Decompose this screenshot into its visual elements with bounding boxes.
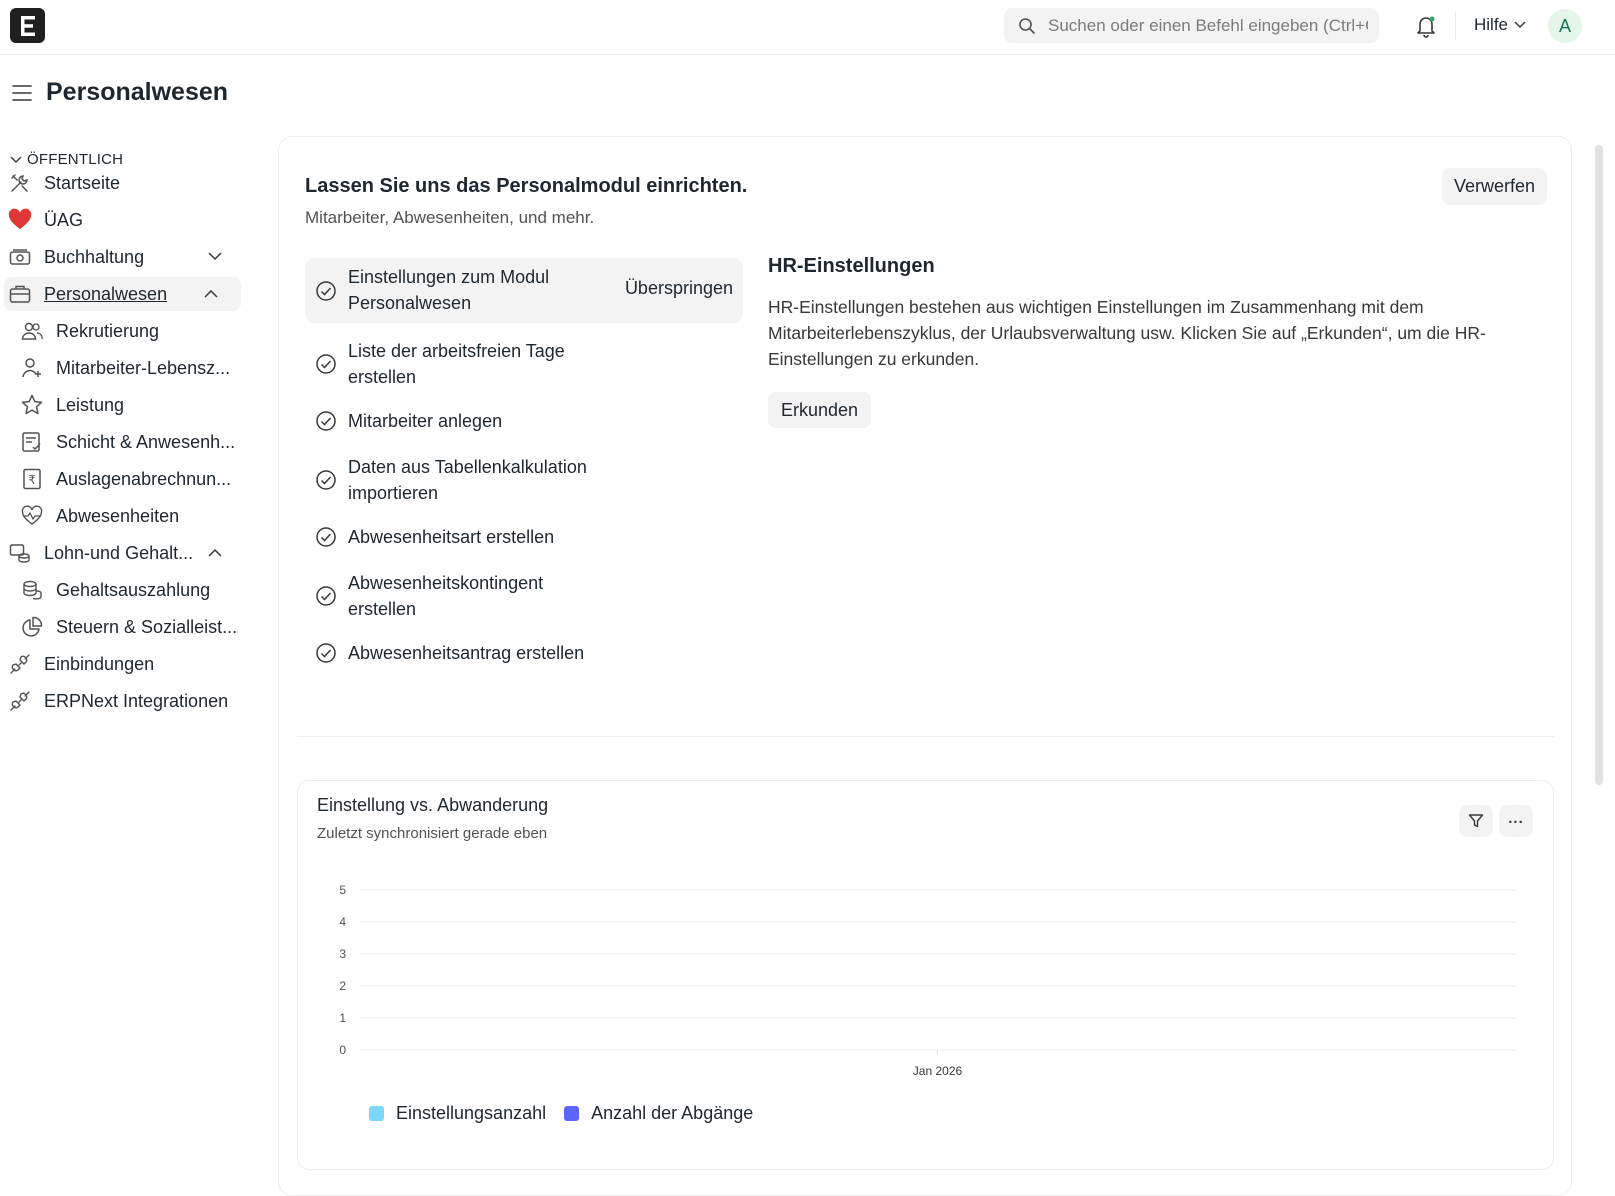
star-icon <box>20 393 44 417</box>
onboarding-subtitle: Mitarbeiter, Abwesenheiten, und mehr. <box>305 208 595 227</box>
check-circle-icon <box>315 585 337 607</box>
sidebar-item-personalwesen[interactable] <box>4 277 241 311</box>
legend-swatch <box>369 1106 384 1121</box>
sidebar-item-label: Leistung <box>56 394 125 415</box>
search-bar[interactable] <box>1004 8 1379 43</box>
user-plus-icon <box>20 356 44 380</box>
sidebar-item-label: Steuern & Sozialleist... <box>56 616 238 637</box>
step-label: Daten aus Tabellenkalkulation importieren <box>348 457 587 503</box>
filter-icon <box>1468 813 1484 829</box>
step-label: Abwesenheitsantrag erstellen <box>348 643 585 663</box>
sidebar-item-label: Auslagenabrechnun... <box>56 468 232 489</box>
step-label: Mitarbeiter anlegen <box>348 411 503 431</box>
x-tick-label: Jan 2026 <box>912 1064 963 1078</box>
step-label: Liste der arbeitsfreien Tage erstellen <box>348 341 565 387</box>
sidebar-item-label: Schicht & Anwesenh... <box>56 431 236 452</box>
sidebar-item-leistung[interactable] <box>20 388 240 422</box>
sidebar-item-startseite[interactable] <box>8 166 238 200</box>
legend-item[interactable] <box>369 1103 546 1124</box>
plug-icon <box>8 689 32 713</box>
plug-icon <box>8 652 32 676</box>
explore-button[interactable]: Erkunden <box>768 392 871 428</box>
skip-button[interactable]: Überspringen <box>624 278 733 298</box>
step-label: Abwesenheitsart erstellen <box>348 527 555 547</box>
chart-legend <box>369 1103 761 1124</box>
onboarding-step[interactable] <box>305 406 743 436</box>
page-scrollbar[interactable] <box>1595 145 1603 785</box>
sidebar-item-label: Personalwesen <box>44 283 168 304</box>
dismiss-button[interactable]: Verwerfen <box>1442 168 1547 205</box>
sidebar-item-abwesenheiten[interactable] <box>20 499 240 533</box>
sidebar-item-label: Buchhaltung <box>44 246 145 267</box>
chevron-up-icon[interactable] <box>204 289 218 298</box>
user-avatar[interactable] <box>1548 9 1582 43</box>
step-label: Einstellungen zum Modul Personalwesen <box>348 267 550 313</box>
heartbeat-icon <box>20 504 44 528</box>
attendance-icon <box>20 430 44 454</box>
chevron-up-icon[interactable] <box>208 548 222 557</box>
legend-swatch <box>564 1106 579 1121</box>
y-tick-label: 3 <box>339 947 346 961</box>
check-circle-icon <box>315 642 337 664</box>
onboarding-step[interactable] <box>305 522 743 552</box>
chevron-down-icon[interactable] <box>208 252 222 261</box>
filter-button[interactable] <box>1459 805 1493 837</box>
step-label: Abwesenheitskontingent erstellen <box>348 573 544 619</box>
sidebar-item-label: Mitarbeiter-Lebensz... <box>56 357 231 378</box>
chart-title: Einstellung vs. Abwanderung <box>317 795 549 815</box>
pie-icon <box>20 615 44 639</box>
sidebar-item-erpnext-integrationen[interactable] <box>8 684 243 718</box>
notification-bell-icon[interactable] <box>1415 14 1437 38</box>
legend-label: Einstellungsanzahl <box>396 1103 547 1123</box>
legend-label: Anzahl der Abgänge <box>591 1103 754 1123</box>
step-detail-description: HR-Einstellungen bestehen aus wichtigen Einstellungen im Zusammenhang mit dem Mitarbeiterlebenszyklus, der Urlaubsverwaltung usw. Klicken Sie auf „Erkunden“, um die HR-Einstellungen zu erkunden. <box>768 297 1486 369</box>
check-circle-icon <box>315 410 337 432</box>
help-label: Hilfe <box>1474 15 1509 34</box>
money-icon <box>8 245 32 269</box>
check-circle-icon <box>315 280 337 302</box>
sidebar-item-buchhaltung[interactable] <box>8 240 238 274</box>
menu-toggle-icon[interactable] <box>12 84 32 102</box>
hiring-vs-attrition-chart <box>340 880 1520 1085</box>
y-tick-label: 5 <box>339 883 346 897</box>
sidebar-item-label: Startseite <box>44 172 121 193</box>
sidebar-item-einbindungen[interactable] <box>8 647 238 681</box>
check-circle-icon <box>315 526 337 548</box>
briefcase-icon <box>8 282 32 306</box>
svg-text:₹: ₹ <box>28 473 36 487</box>
navbar <box>0 0 1615 55</box>
sidebar-item-schicht-anwesenheit[interactable] <box>20 425 240 459</box>
search-input[interactable] <box>1048 8 1368 43</box>
avatar-letter: A <box>1558 15 1571 36</box>
payroll-icon <box>8 541 32 565</box>
sidebar-item-lohn-und-gehalt[interactable] <box>8 536 238 570</box>
search-icon <box>1018 17 1036 35</box>
sidebar-item-label: Abwesenheiten <box>56 505 180 526</box>
heart-icon <box>8 208 32 232</box>
more-icon: ... <box>1508 809 1524 827</box>
sidebar-item-auslagenabrechnung[interactable] <box>20 462 240 496</box>
help-dropdown[interactable] <box>1474 15 1526 35</box>
check-circle-icon <box>315 469 337 491</box>
sidebar-item-uag[interactable] <box>8 203 238 237</box>
sidebar-section-label: ÖFFENTLICH <box>27 151 124 168</box>
onboarding-step[interactable] <box>305 336 743 392</box>
onboarding-step[interactable] <box>305 638 743 668</box>
sidebar-item-rekrutierung[interactable] <box>20 314 240 348</box>
sidebar-item-steuern-sozialleistungen[interactable] <box>20 610 240 644</box>
sidebar-item-label: ÜAG <box>44 209 84 230</box>
onboarding-step[interactable] <box>305 452 743 508</box>
more-options-button[interactable] <box>1499 805 1533 837</box>
check-circle-icon <box>315 353 337 375</box>
sidebar-item-label: Lohn-und Gehalt... <box>44 542 194 563</box>
tools-icon <box>8 171 32 195</box>
logo-e-icon <box>19 15 37 37</box>
sidebar-item-mitarbeiter-lebenszyklus[interactable] <box>20 351 240 385</box>
y-tick-label: 2 <box>339 979 346 993</box>
y-tick-label: 1 <box>339 1011 346 1025</box>
y-tick-label: 4 <box>339 915 346 929</box>
sidebar-item-label: Gehaltsauszahlung <box>56 579 211 600</box>
onboarding-title: Lassen Sie uns das Personalmodul einrichten. <box>305 175 748 197</box>
sidebar-item-label: ERPNext Integrationen <box>44 690 229 711</box>
navbar-divider <box>1455 12 1456 40</box>
page-title: Personalwesen <box>46 78 229 106</box>
chevron-down-icon <box>10 156 22 164</box>
chevron-down-icon <box>1514 21 1526 29</box>
chart-sync-status: Zuletzt synchronisiert gerade eben <box>317 825 548 842</box>
legend-item[interactable] <box>564 1103 753 1124</box>
sidebar-item-label: Rekrutierung <box>56 320 160 341</box>
section-divider <box>297 736 1554 737</box>
sidebar-item-label: Einbindungen <box>44 653 155 674</box>
receipt-icon <box>20 467 44 491</box>
onboarding-step[interactable] <box>305 258 743 323</box>
sidebar-item-gehaltsauszahlung[interactable] <box>20 573 240 607</box>
users-icon <box>20 319 44 343</box>
app-logo[interactable] <box>10 8 45 43</box>
step-detail-title: HR-Einstellungen <box>768 255 935 277</box>
coins-icon <box>20 578 44 602</box>
onboarding-step[interactable] <box>305 568 743 624</box>
y-tick-label: 0 <box>339 1043 346 1057</box>
